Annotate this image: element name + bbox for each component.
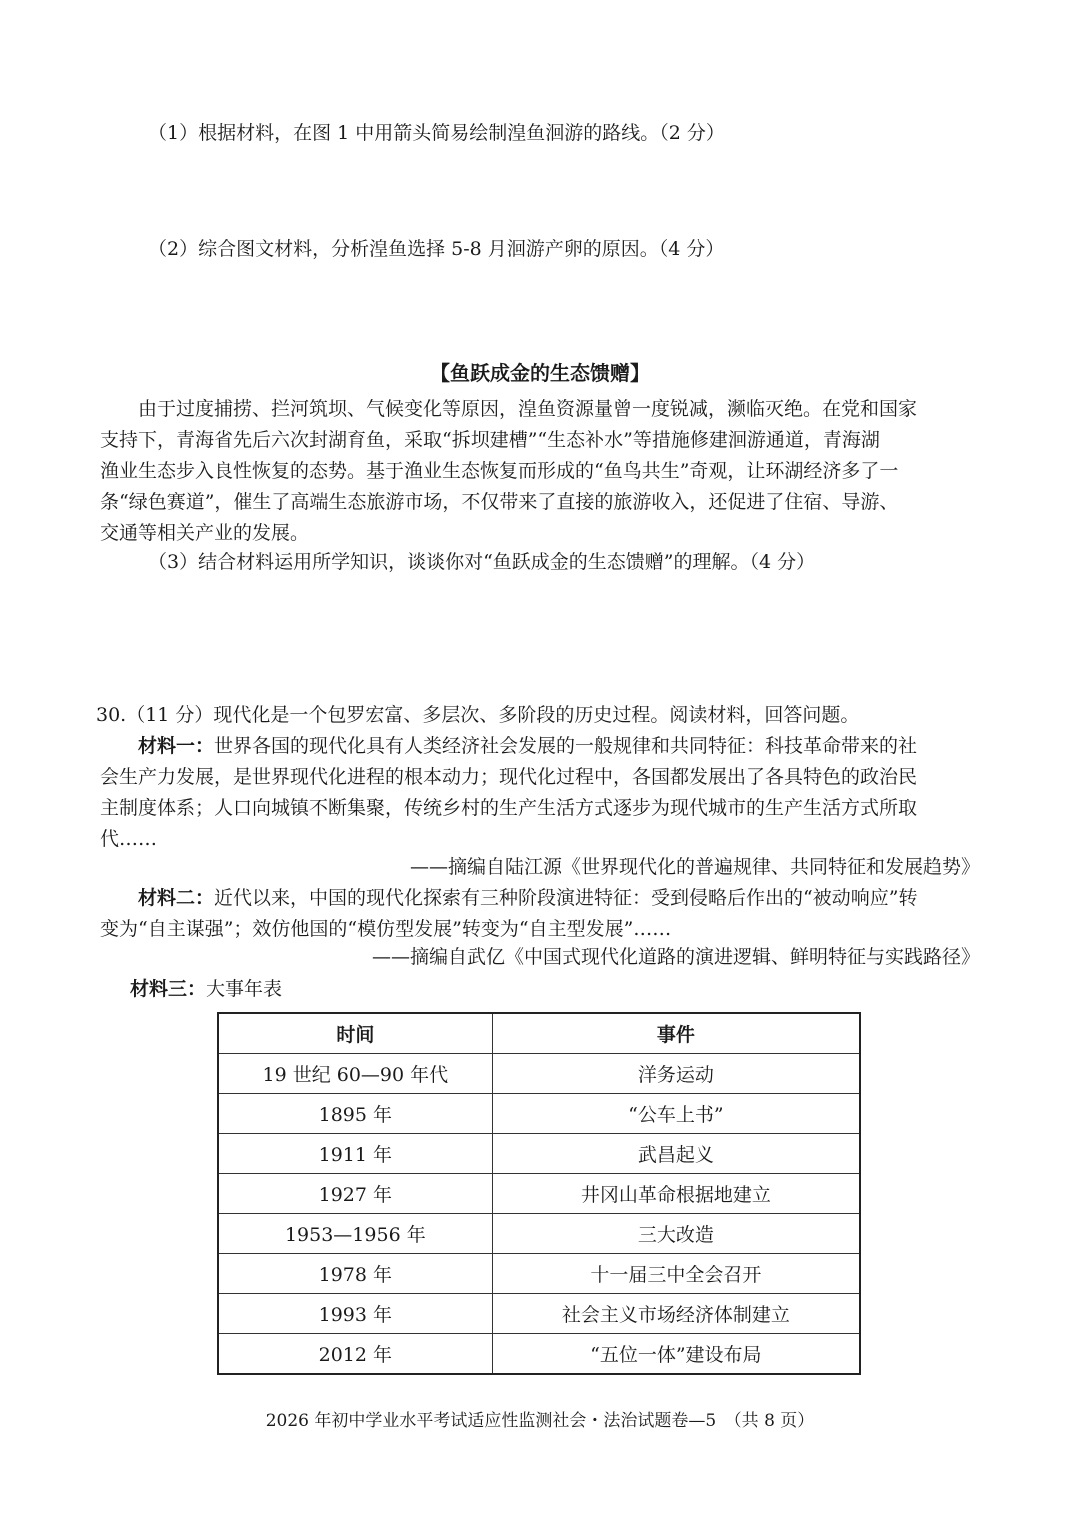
material-2-source: ——摘编自武亿《中国式现代化道路的演进逻辑、鲜明特征与实践路径》 <box>371 946 980 968</box>
question-3: （3）结合材料运用所学知识，谈谈你对“鱼跃成金的生态馈赠”的理解。（4 分） <box>148 551 816 573</box>
cell-event: 三大改造 <box>492 1214 860 1254</box>
events-table <box>217 1012 861 1375</box>
cell-time: 1927 年 <box>218 1174 492 1214</box>
material-2-line <box>100 883 984 914</box>
cell-event: 社会主义市场经济体制建立 <box>492 1294 860 1334</box>
material-1 <box>100 731 984 855</box>
material-2 <box>100 883 984 945</box>
material-3 <box>130 974 282 1004</box>
table-row <box>218 1054 860 1094</box>
table-row <box>218 1254 860 1294</box>
question-1: （1）根据材料，在图 1 中用箭头简易绘制湟鱼洄游的路线。（2 分） <box>148 122 725 144</box>
cell-event: 武昌起义 <box>492 1134 860 1174</box>
material-1-line: 主制度体系；人口向城镇不断集聚，传统乡村的生产生活方式逐步为现代城市的生产生活方式所取 <box>100 797 918 819</box>
table-row <box>218 1134 860 1174</box>
cell-time: 1978 年 <box>218 1254 492 1294</box>
section-paragraph <box>100 394 984 549</box>
table-row <box>218 1174 860 1214</box>
material-3-label: 材料三： <box>130 978 207 1000</box>
header-event: 事件 <box>492 1013 860 1054</box>
section-title: 【鱼跃成金的生态馈赠】 <box>430 361 650 385</box>
header-time: 时间 <box>218 1013 492 1054</box>
cell-event: “公车上书” <box>492 1094 860 1134</box>
material-1-text: 世界各国的现代化具有人类经济社会发展的一般规律和共同特征：科技革命带来的社 <box>214 735 918 757</box>
material-1-line: 代…… <box>100 828 158 850</box>
cell-time: 1953—1956 年 <box>218 1214 492 1254</box>
question-2: （2）综合图文材料，分析湟鱼选择 5-8 月洄游产卵的原因。（4 分） <box>148 238 725 260</box>
table-row <box>218 1094 860 1134</box>
paragraph-line: 由于过度捕捞、拦河筑坝、气候变化等原因，湟鱼资源量曾一度锐减，濒临灭绝。在党和国家 <box>100 398 918 420</box>
cell-time: 19 世纪 60—90 年代 <box>218 1054 492 1094</box>
material-1-source: ——摘编自陆江源《世界现代化的普遍规律、共同特征和发展趋势》 <box>409 856 980 878</box>
table-row <box>218 1294 860 1334</box>
material-3-caption: 大事年表 <box>206 978 283 1000</box>
material-2-text: 近代以来，中国的现代化探索有三种阶段演进特征：受到侵略后作出的“被动响应”转 <box>214 887 918 909</box>
table-row <box>218 1334 860 1375</box>
cell-event: 十一届三中全会召开 <box>492 1254 860 1294</box>
material-1-line: 会生产力发展，是世界现代化进程的根本动力；现代化过程中，各国都发展出了各具特色的政治民 <box>100 766 918 788</box>
paragraph-line: 条“绿色赛道”，催生了高端生态旅游市场，不仅带来了直接的旅游收入，还促进了住宿、导游、 <box>100 491 899 513</box>
page-footer: 2026 年初中学业水平考试适应性监测社会・法治试题卷—5 （共 8 页） <box>265 1411 815 1431</box>
paragraph-line: 渔业生态步入良性恢复的态势。基于渔业生态恢复而形成的“鱼鸟共生”奇观，让环湖经济多了一 <box>100 460 899 482</box>
paragraph-line: 支持下，青海省先后六次封湖育鱼，采取“拆坝建槽”“生态补水”等措施修建洄游通道，青海湖 <box>100 429 880 451</box>
cell-event: 洋务运动 <box>492 1054 860 1094</box>
question-30-heading: 30.（11 分）现代化是一个包罗宏富、多层次、多阶段的历史过程。阅读材料，回答问题。 <box>96 704 860 726</box>
material-2-line: 变为“自主谋强”；效仿他国的“模仿型发展”转变为“自主型发展”…… <box>100 918 672 940</box>
material-1-line <box>100 731 984 762</box>
material-2-label: 材料二： <box>138 887 215 909</box>
cell-event: “五位一体”建设布局 <box>492 1334 860 1375</box>
paragraph-line: 交通等相关产业的发展。 <box>100 522 310 544</box>
cell-time: 1993 年 <box>218 1294 492 1334</box>
cell-time: 1911 年 <box>218 1134 492 1174</box>
cell-event: 井冈山革命根据地建立 <box>492 1174 860 1214</box>
cell-time: 2012 年 <box>218 1334 492 1375</box>
material-1-label: 材料一： <box>138 735 215 757</box>
cell-time: 1895 年 <box>218 1094 492 1134</box>
table-header-row <box>218 1013 860 1054</box>
table-row <box>218 1214 860 1254</box>
